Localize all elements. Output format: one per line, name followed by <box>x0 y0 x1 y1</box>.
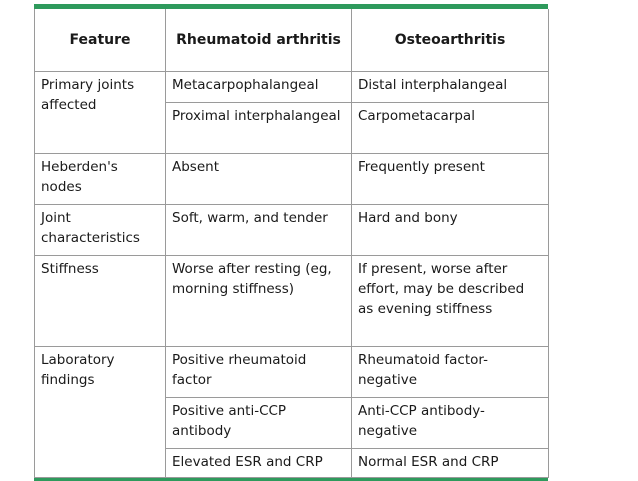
comparison-table-frame <box>34 4 548 481</box>
comparison-table <box>34 9 549 478</box>
feature-laboratory-findings: Laboratory findings <box>35 347 166 478</box>
ra-cell: Positive rheumatoid factor <box>166 347 352 398</box>
table-row <box>35 72 549 103</box>
oa-cell: Rheumatoid factor-negative <box>352 347 549 398</box>
ra-cell: Positive anti-CCP antibody <box>166 398 352 449</box>
header-rheumatoid-arthritis: Rheumatoid arthritis <box>166 9 352 72</box>
ra-cell: Metacarpophalangeal <box>166 72 352 103</box>
oa-cell: Normal ESR and CRP <box>352 449 549 478</box>
oa-cell: Distal interphalangeal <box>352 72 549 103</box>
table-row <box>35 205 549 256</box>
oa-cell: Carpometacarpal <box>352 103 549 154</box>
header-feature: Feature <box>35 9 166 72</box>
oa-cell: Anti-CCP antibody-negative <box>352 398 549 449</box>
table-row <box>35 154 549 205</box>
oa-cell: Hard and bony <box>352 205 549 256</box>
header-row <box>35 9 549 72</box>
oa-cell: Frequently present <box>352 154 549 205</box>
feature-stiffness: Stiffness <box>35 256 166 347</box>
feature-primary-joints: Primary joints affected <box>35 72 166 154</box>
feature-joint-characteristics: Joint characteristics <box>35 205 166 256</box>
header-osteoarthritis: Osteoarthritis <box>352 9 549 72</box>
oa-cell: If present, worse after effort, may be described as evening stiffness <box>352 256 549 347</box>
feature-heberdens-nodes: Heberden's nodes <box>35 154 166 205</box>
table-row <box>35 256 549 347</box>
ra-cell: Worse after resting (eg, morning stiffness) <box>166 256 352 347</box>
ra-cell: Soft, warm, and tender <box>166 205 352 256</box>
ra-cell: Proximal interphalangeal <box>166 103 352 154</box>
ra-cell: Elevated ESR and CRP <box>166 449 352 478</box>
ra-cell: Absent <box>166 154 352 205</box>
table-row <box>35 347 549 398</box>
